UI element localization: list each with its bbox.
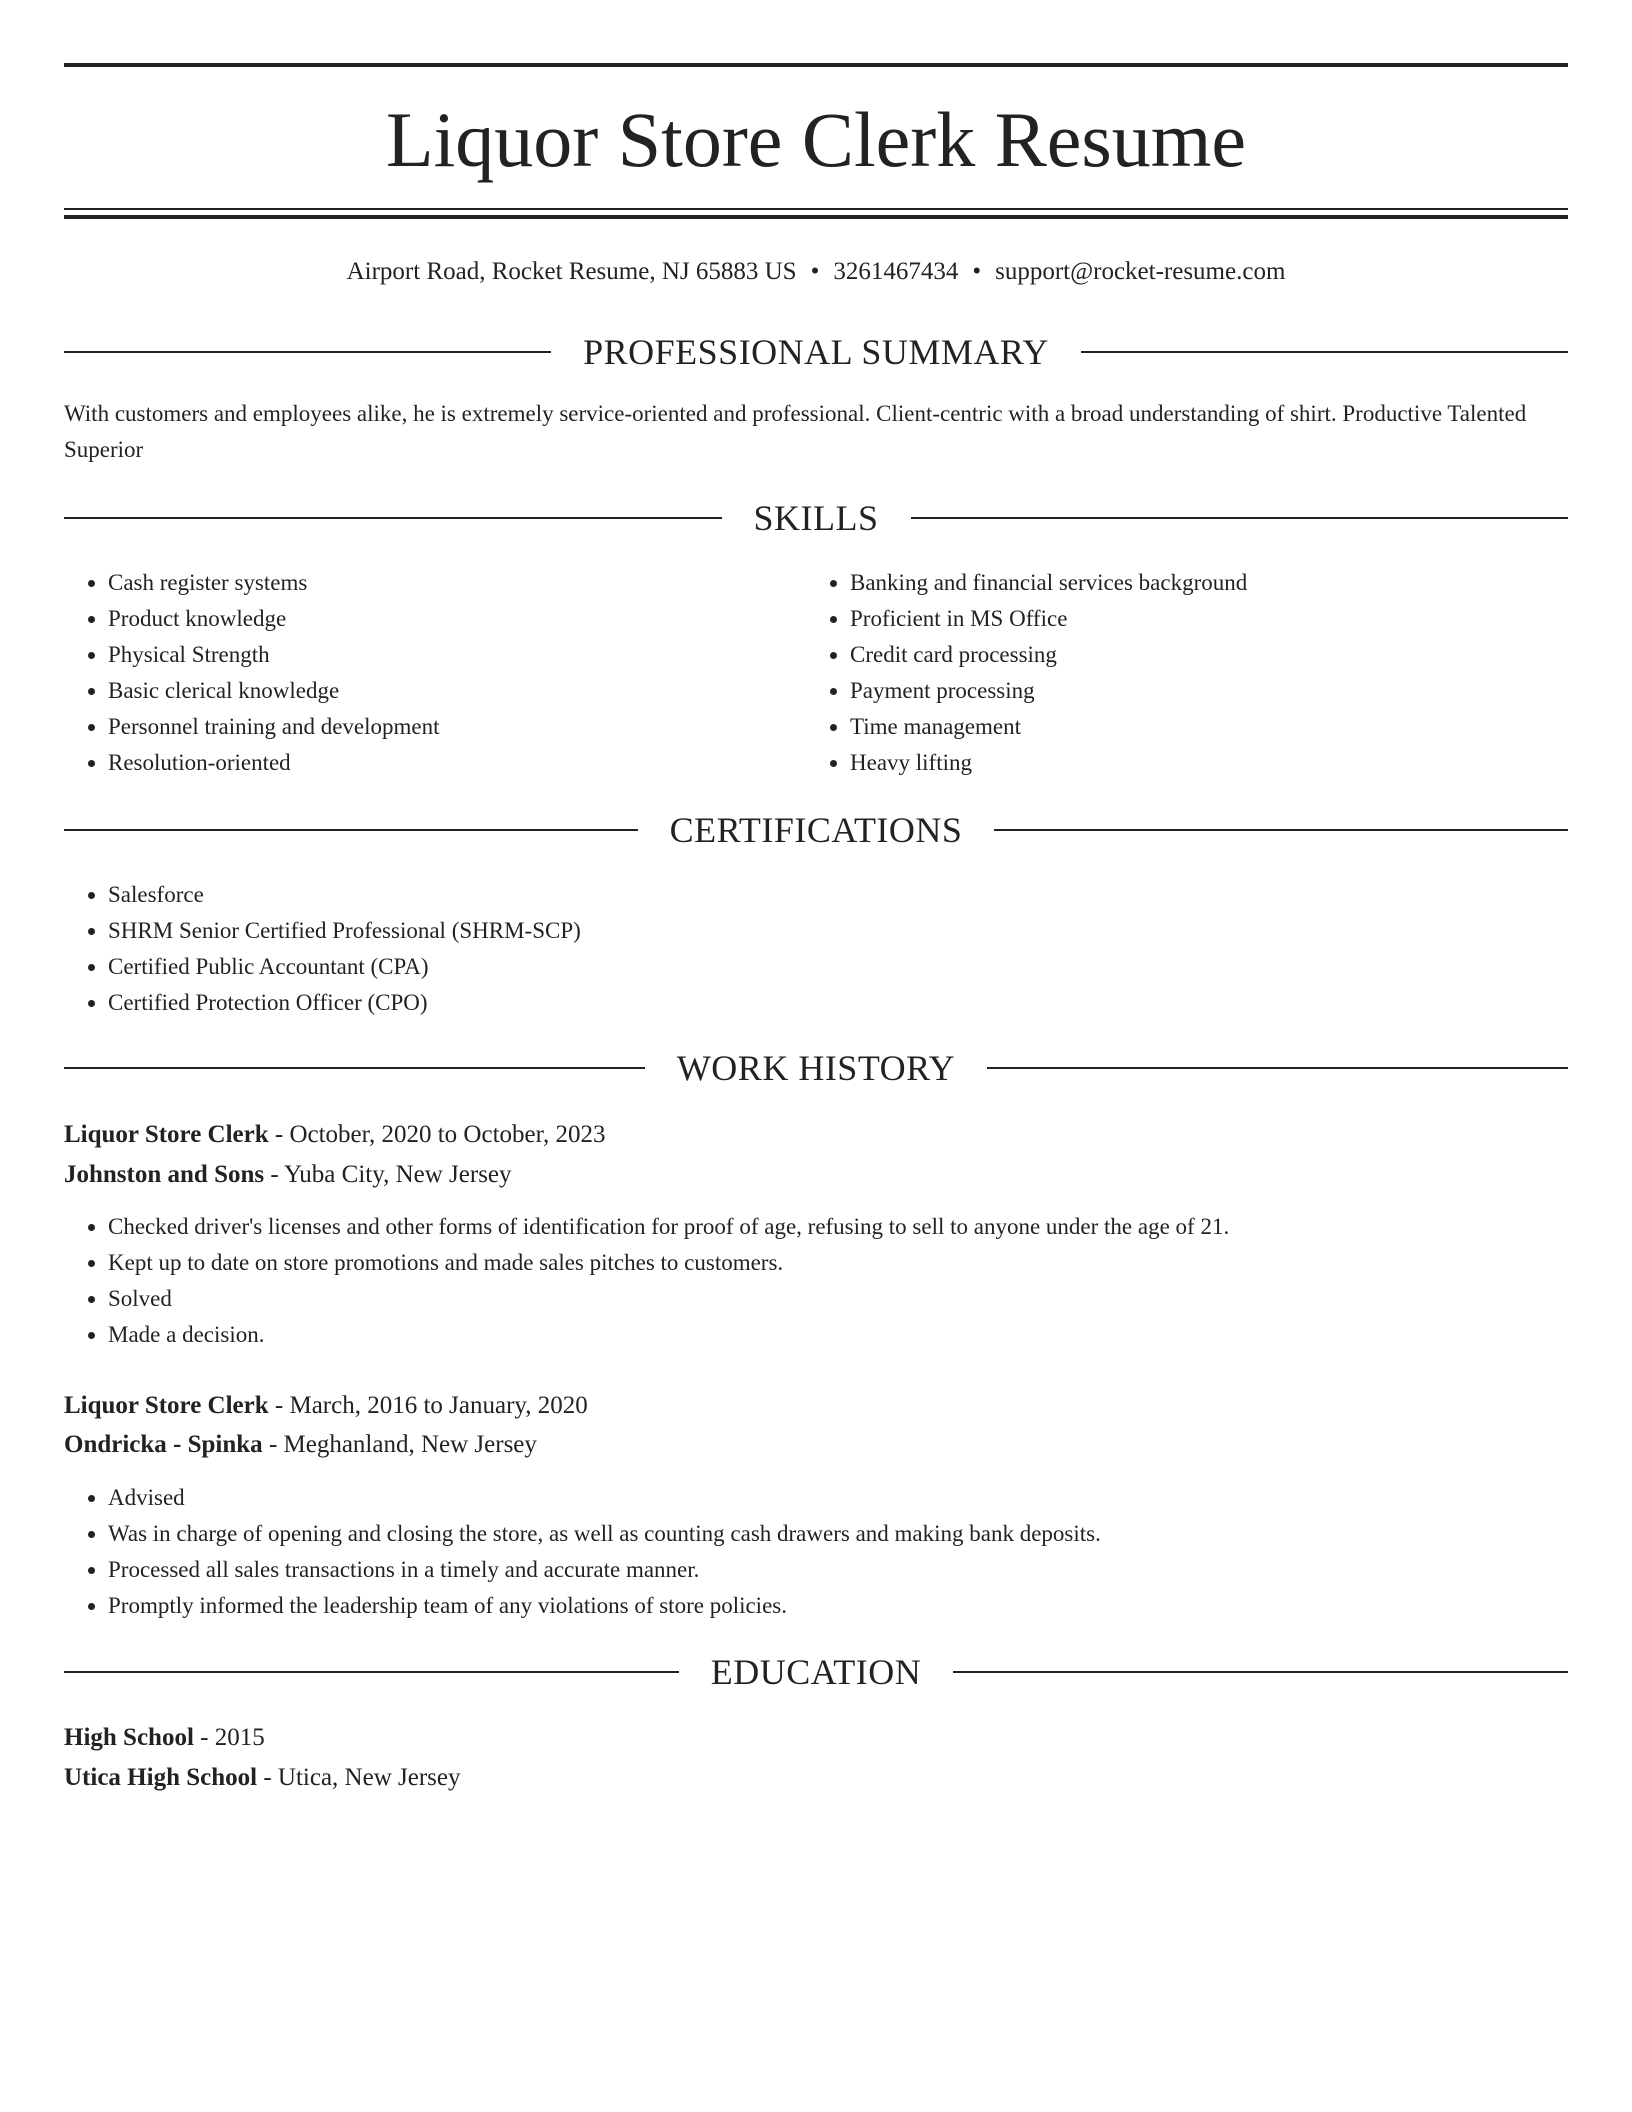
- education-degree-line: [64, 1718, 265, 1758]
- contact-address: Airport Road, Rocket Resume, NJ 65883 US: [346, 258, 797, 285]
- section-title: WORK HISTORY: [676, 1048, 956, 1088]
- heading-rule-right: [911, 517, 1569, 519]
- education-degree: High School: [64, 1724, 194, 1751]
- summary-text: With customers and employees alike, he is extremely service-oriented and professional. Client-centric with a broad understanding of shirt. Productive Talented Superior: [64, 401, 1527, 462]
- list-item: • Banking and financial services background: [850, 565, 1568, 601]
- job-bullets: [64, 1209, 1568, 1353]
- section-title: EDUCATION: [710, 1652, 922, 1692]
- list-item: • Cash register systems: [108, 565, 806, 601]
- education-location: - Utica, New Jersey: [257, 1764, 461, 1791]
- list-item: • Certified Protection Officer (CPO): [108, 985, 1568, 1021]
- job-company: Ondricka - Spinka: [64, 1431, 263, 1458]
- job-location: - Yuba City, New Jersey: [264, 1161, 512, 1188]
- header-top-rule: [64, 63, 1568, 67]
- job-dates: - October, 2020 to October, 2023: [268, 1121, 606, 1148]
- list-item: • Product knowledge: [108, 601, 806, 637]
- skills-list-right: [806, 565, 1568, 781]
- contact-separator: •: [972, 258, 982, 285]
- job-bullets: [64, 1480, 1568, 1624]
- list-item: • Promptly informed the leadership team of any violations of store policies.: [108, 1588, 1568, 1624]
- heading-rule-left: [64, 1067, 645, 1069]
- heading-rule-left: [64, 1671, 679, 1673]
- list-item: • Time management: [850, 709, 1568, 745]
- section-title: SKILLS: [753, 498, 879, 538]
- job-company-line: [64, 1425, 537, 1465]
- list-item: • SHRM Senior Certified Professional (SHRM-SCP): [108, 913, 1568, 949]
- section-heading-certifications: [64, 808, 1568, 852]
- list-item: • Heavy lifting: [850, 745, 1568, 781]
- list-item: • Processed all sales transactions in a timely and accurate manner.: [108, 1552, 1568, 1588]
- job-dates: - March, 2016 to January, 2020: [268, 1392, 588, 1419]
- list-item: • Advised: [108, 1480, 1568, 1516]
- list-item: • Kept up to date on store promotions and made sales pitches to customers.: [108, 1245, 1568, 1281]
- heading-rule-right: [1081, 351, 1568, 353]
- section-title: CERTIFICATIONS: [669, 810, 963, 850]
- heading-rule-right: [994, 829, 1568, 831]
- job-bullets-block: [64, 1480, 1568, 1624]
- section-heading-summary: [64, 330, 1568, 374]
- job-title-line: [64, 1115, 605, 1155]
- skills-column-left: [64, 565, 806, 781]
- contact-separator: •: [810, 258, 820, 285]
- list-item: • Credit card processing: [850, 637, 1568, 673]
- header-bottom-rule-thin: [64, 208, 1568, 210]
- contact-email: support@rocket-resume.com: [995, 258, 1286, 285]
- heading-rule-right: [987, 1067, 1568, 1069]
- education-school-line: [64, 1758, 460, 1798]
- education-school: Utica High School: [64, 1764, 258, 1791]
- education-year: - 2015: [193, 1724, 265, 1751]
- section-heading-education: [64, 1650, 1568, 1694]
- certifications-list: [64, 877, 1568, 1021]
- heading-rule-left: [64, 351, 551, 353]
- list-item: • Was in charge of opening and closing the store, as well as counting cash drawers and making bank deposits.: [108, 1516, 1568, 1552]
- list-item: • Certified Public Accountant (CPA): [108, 949, 1568, 985]
- heading-rule-left: [64, 829, 638, 831]
- list-item: • Checked driver's licenses and other forms of identification for proof of age, refusing to sell to anyone under the age of 21.: [108, 1209, 1568, 1245]
- list-item: • Physical Strength: [108, 637, 806, 673]
- heading-rule-right: [953, 1671, 1568, 1673]
- section-heading-work-history: [64, 1046, 1568, 1090]
- contact-phone: 3261467434: [833, 258, 959, 285]
- list-item: • Solved: [108, 1281, 1568, 1317]
- job-title-line: [64, 1386, 588, 1426]
- section-title: PROFESSIONAL SUMMARY: [583, 332, 1049, 372]
- list-item: • Resolution-oriented: [108, 745, 806, 781]
- contact-line: [64, 254, 1568, 290]
- job-company: Johnston and Sons: [64, 1161, 265, 1188]
- skills-list-left: [64, 565, 806, 781]
- heading-rule-left: [64, 517, 722, 519]
- job-title: Liquor Store Clerk: [64, 1392, 269, 1419]
- job-bullets-block: [64, 1209, 1568, 1353]
- list-item: • Personnel training and development: [108, 709, 806, 745]
- skills-column-right: [806, 565, 1568, 781]
- job-location: - Meghanland, New Jersey: [262, 1431, 537, 1458]
- section-heading-skills: [64, 496, 1568, 540]
- list-item: • Payment processing: [850, 673, 1568, 709]
- job-company-line: [64, 1155, 512, 1195]
- list-item: • Made a decision.: [108, 1317, 1568, 1353]
- resume-title: Liquor Store Clerk Resume: [385, 96, 1247, 183]
- certifications-block: [64, 877, 1568, 1021]
- header-bottom-rule-thick: [64, 215, 1568, 219]
- list-item: • Proficient in MS Office: [850, 601, 1568, 637]
- job-title: Liquor Store Clerk: [64, 1121, 269, 1148]
- list-item: • Basic clerical knowledge: [108, 673, 806, 709]
- list-item: • Salesforce: [108, 877, 1568, 913]
